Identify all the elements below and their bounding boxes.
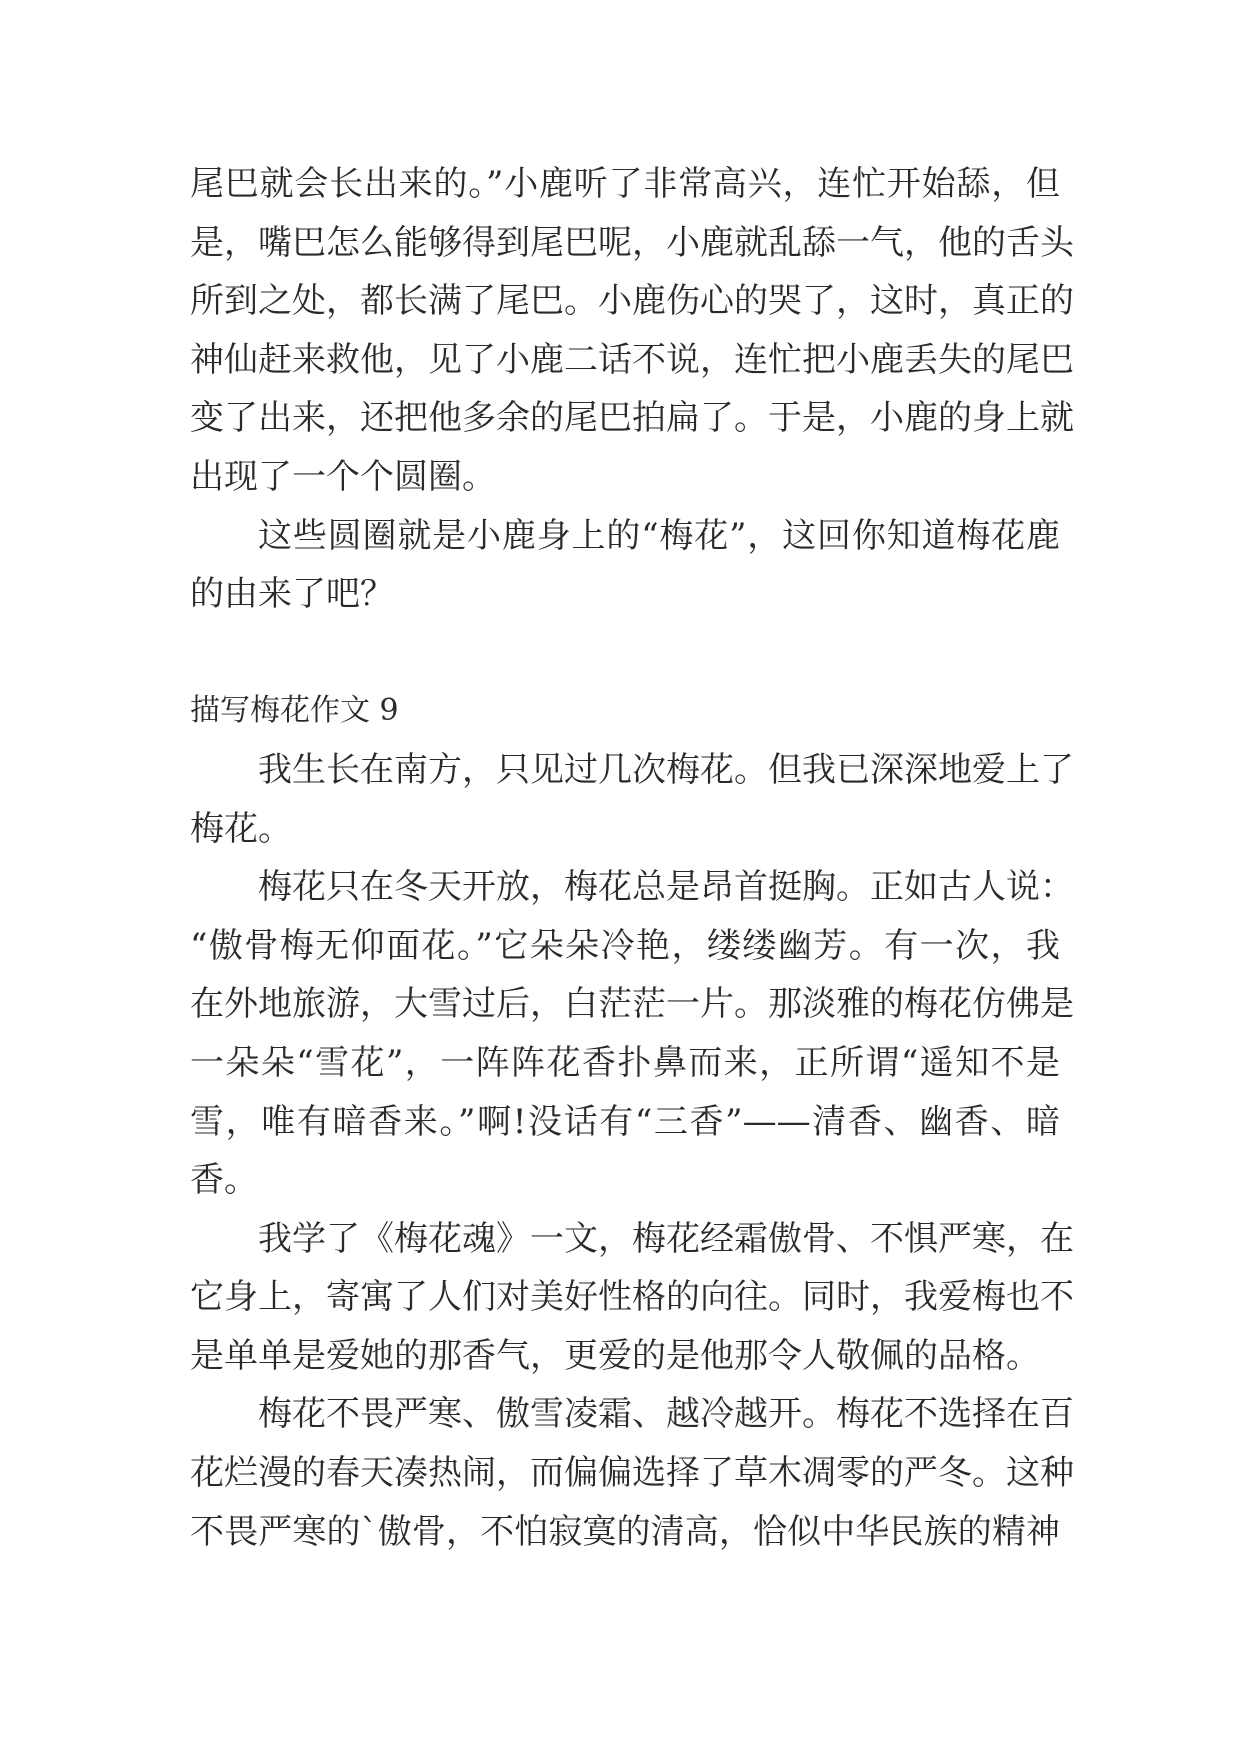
text-line: 一朵朵“雪花”，一阵阵花香扑鼻而来，正所谓“遥知不是 bbox=[190, 1042, 1060, 1083]
text-line: 它身上，寄寓了人们对美好性格的向往。同时，我爱梅也不 bbox=[190, 1277, 1074, 1318]
text-line: 出现了一个个圆圈。 bbox=[190, 456, 496, 497]
text-line: 香。 bbox=[190, 1160, 258, 1201]
section-heading: 描写梅花作文 9 bbox=[190, 693, 399, 729]
text-line: 不畏严寒的`傲骨，不怕寂寞的清高，恰似中华民族的精神 bbox=[190, 1511, 1060, 1552]
text-line: 我学了《梅花魂》一文，梅花经霜傲骨、不惧严寒，在 bbox=[258, 1218, 1074, 1259]
text-line: 是单单是爱她的那香气，更爱的是他那令人敬佩的品格。 bbox=[190, 1335, 1040, 1376]
text-line: 神仙赶来救他，见了小鹿二话不说，连忙把小鹿丢失的尾巴 bbox=[190, 339, 1074, 380]
text-line: 这些圆圈就是小鹿身上的“梅花”，这回你知道梅花鹿 bbox=[258, 515, 1060, 556]
paragraph-conclusion bbox=[190, 507, 1060, 624]
paragraph-story-ending bbox=[190, 155, 1074, 507]
text-line: 梅花。 bbox=[190, 808, 292, 849]
text-line: 梅花不畏严寒、傲雪凌霜、越冷越开。梅花不选择在百 bbox=[258, 1394, 1074, 1435]
paragraph-intro bbox=[190, 741, 1074, 858]
text-line: 尾巴就会长出来的。”小鹿听了非常高兴，连忙开始舔，但 bbox=[190, 164, 1060, 204]
text-line: 梅花只在冬天开放，梅花总是昂首挺胸。正如古人说： bbox=[258, 867, 1074, 908]
text-line: 在外地旅游，大雪过后，白茫茫一片。那淡雅的梅花仿佛是 bbox=[190, 984, 1074, 1025]
text-line: 的由来了吧？ bbox=[190, 574, 394, 615]
text-line: 所到之处，都长满了尾巴。小鹿伤心的哭了，这时，真正的 bbox=[190, 281, 1074, 322]
text-line: “傲骨梅无仰面花。”它朵朵冷艳，缕缕幽芳。有一次，我 bbox=[190, 925, 1060, 966]
paragraph-plum-soul bbox=[190, 1210, 1074, 1386]
document-page bbox=[190, 155, 1074, 1561]
section-gap bbox=[190, 624, 1060, 683]
paragraph-winter-bloom bbox=[190, 858, 1074, 1210]
text-line: 是，嘴巴怎么能够得到尾巴呢，小鹿就乱舔一气，他的舌头 bbox=[190, 222, 1074, 263]
paragraph-spirit bbox=[190, 1385, 1074, 1561]
text-line: 我生长在南方，只见过几次梅花。但我已深深地爱上了 bbox=[258, 749, 1074, 790]
text-line: 花烂漫的春天凑热闹，而偏偏选择了草木凋零的严冬。这种 bbox=[190, 1453, 1074, 1494]
text-line: 雪，唯有暗香来。”啊!没话有“三香”——清香、幽香、暗 bbox=[190, 1101, 1060, 1142]
text-line: 变了出来，还把他多余的尾巴拍扁了。于是，小鹿的身上就 bbox=[190, 398, 1074, 439]
